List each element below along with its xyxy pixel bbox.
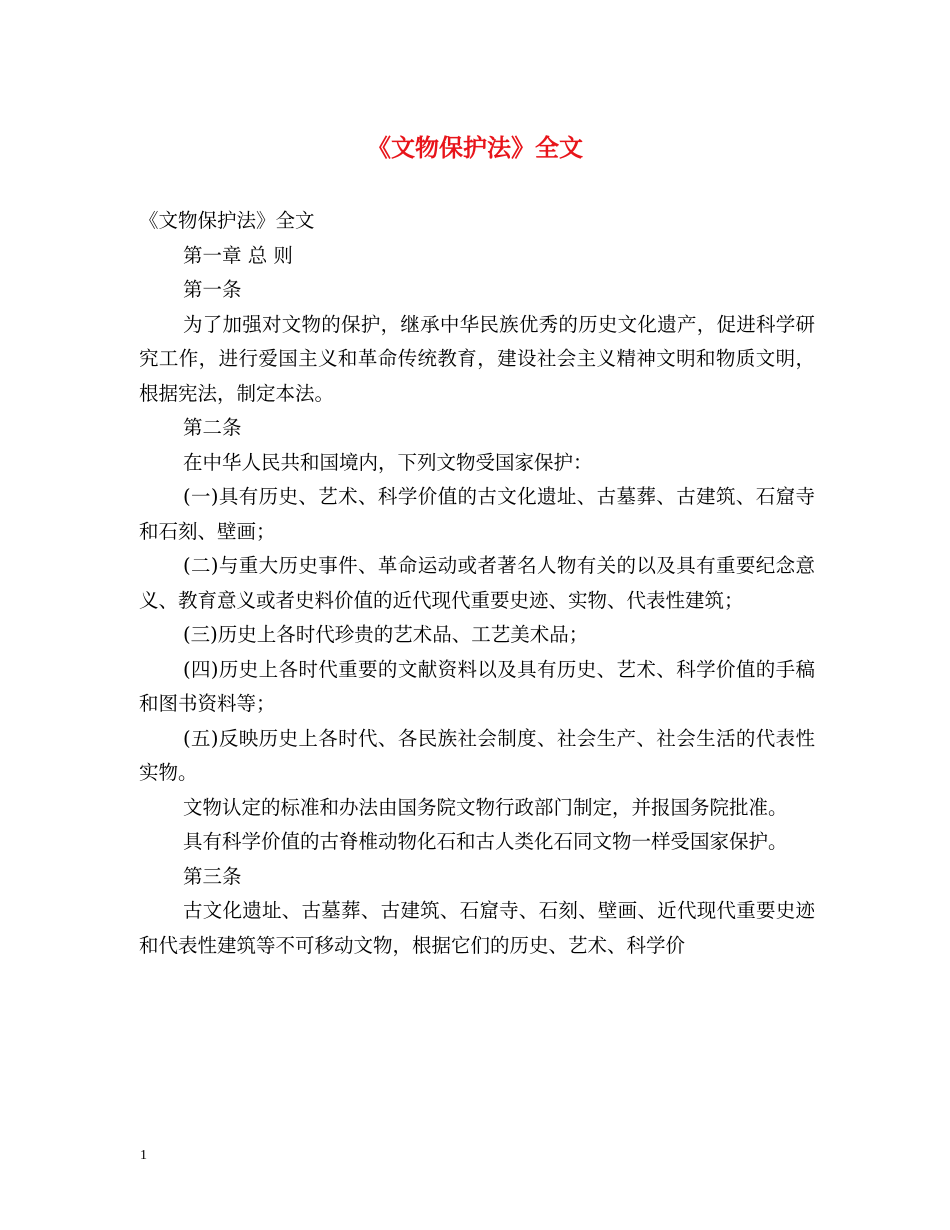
document-body (139, 204, 815, 963)
paragraph-article-2-heading: 第二条 (183, 416, 242, 439)
paragraph-article-3-body: 古文化遗址、古墓葬、古建筑、石窟寺、石刻、壁画、近代现代重要史迹和代表性建筑等不可移动文物，根据它们的历史、艺术、科学价 (139, 899, 815, 957)
paragraph-article-2-item-1: (一)具有历史、艺术、科学价值的古文化遗址、古墓葬、古建筑、石窟寺和石刻、壁画； (139, 485, 815, 543)
paragraph-article-2-item-5: (五)反映历史上各时代、各民族社会制度、社会生产、社会生活的代表性实物。 (139, 726, 815, 784)
document-title: 《文物保护法》全文 (367, 133, 583, 162)
paragraph-article-2-fossils: 具有科学价值的古脊椎动物化石和古人类化石同文物一样受国家保护。 (183, 830, 788, 853)
page-number: 1 (140, 1148, 147, 1163)
paragraph-article-1-body: 为了加强对文物的保护，继承中华民族优秀的历史文化遗产，促进科学研究工作，进行爱国主义和革命传统教育，建设社会主义精神文明和物质文明，根据宪法，制定本法。 (139, 312, 815, 405)
paragraph-article-1-heading: 第一条 (183, 278, 242, 301)
paragraph-article-2-standard: 文物认定的标准和办法由国务院文物行政部门制定，并报国务院批准。 (183, 795, 788, 819)
paragraph-chapter-1: 第一章 总 则 (183, 243, 293, 267)
paragraph-article-2-item-2: (二)与重大历史事件、革命运动或者著名人物有关的以及具有重要纪念意义、教育意义或者史料价值的近代现代重要史迹、实物、代表性建筑； (139, 554, 815, 612)
paragraph-article-2-item-3: (三)历史上各时代珍贵的艺术品、工艺美术品； (183, 623, 589, 646)
paragraph-article-3-heading: 第三条 (183, 864, 242, 888)
paragraph-article-2-intro: 在中华人民共和国境内，下列文物受国家保护： (183, 450, 593, 474)
paragraph-heading-repeat: 《文物保护法》全文 (139, 209, 315, 232)
paragraph-article-2-item-4: (四)历史上各时代重要的文献资料以及具有历史、艺术、科学价值的手稿和图书资料等； (139, 657, 815, 715)
